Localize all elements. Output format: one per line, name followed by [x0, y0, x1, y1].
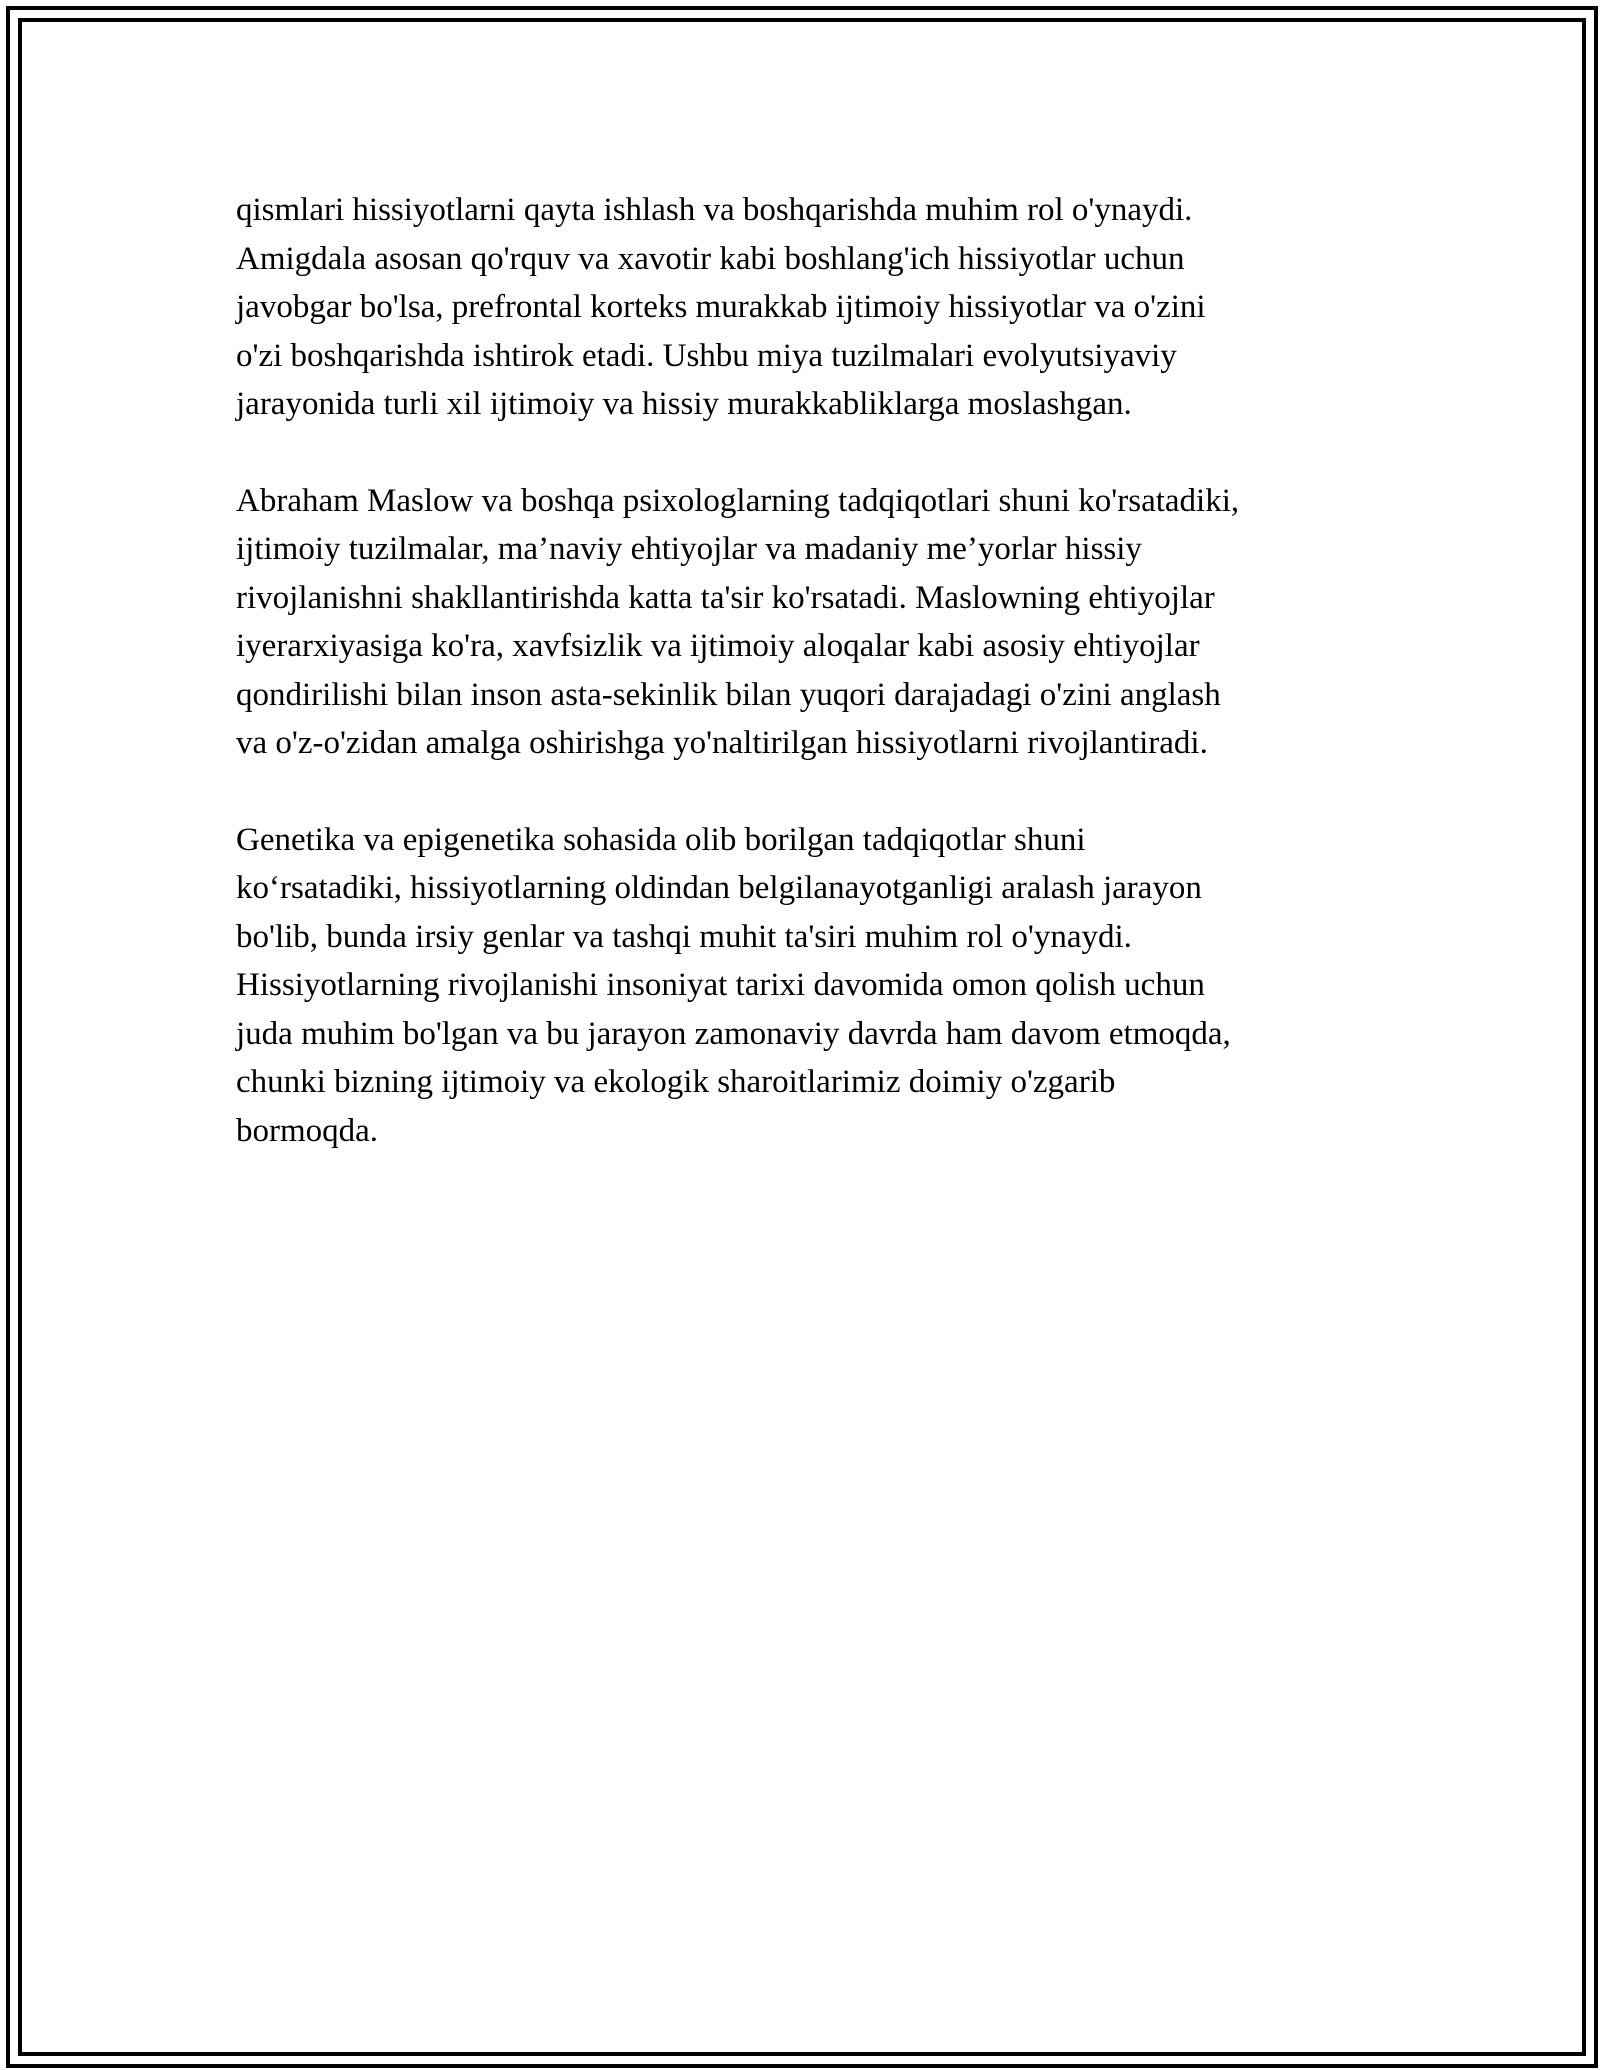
text-line: javobgar bo'lsa, prefrontal korteks murakkab ijtimoiy hissiyotlar va o'zini [236, 289, 1206, 325]
paragraph-2 [236, 477, 1376, 768]
text-line: iyerarxiyasiga ko'ra, xavfsizlik va ijtimoiy aloqalar kabi asosiy ehtiyojlar [236, 628, 1200, 664]
text-line: jarayonida turli xil ijtimoiy va hissiy murakkabliklarga moslashgan. [236, 386, 1132, 422]
text-line: qismlari hissiyotlarni qayta ishlash va boshqarishda muhim rol o'ynaydi. [236, 192, 1193, 228]
text-line: qondirilishi bilan inson asta-sekinlik bilan yuqori darajadagi o'zini anglash [236, 676, 1221, 713]
text-line: Abraham Maslow va boshqa psixologlarning tadqiqotlari shuni ko'rsatadiki, [236, 482, 1240, 519]
text-line: Hissiyotlarning rivojlanishi insoniyat tarixi davomida omon qolish uchun [236, 967, 1205, 1003]
text-line: Genetika va epigenetika sohasida olib borilgan tadqiqotlar shuni [236, 821, 1086, 858]
text-line: chunki bizning ijtimoiy va ekologik sharoitlarimiz doimiy o'zgarib [236, 1064, 1116, 1100]
document-body [236, 186, 1376, 1203]
text-line: o'zi boshqarishda ishtirok etadi. Ushbu miya tuzilmalari evolyutsiyaviy [236, 337, 1177, 374]
text-line: Amigdala asosan qo'rquv va xavotir kabi boshlang'ich hissiyotlar uchun [236, 240, 1185, 277]
text-line: ko‘rsatadiki, hissiyotlarning oldindan belgilanayotganligi aralash jarayon [236, 870, 1202, 906]
text-line: bormoqda. [236, 1112, 379, 1149]
paragraph-3 [236, 816, 1376, 1156]
text-line: ijtimoiy tuzilmalar, ma’naviy ehtiyojlar va madaniy me’yorlar hissiy [236, 531, 1142, 567]
paragraph-1 [236, 186, 1376, 429]
text-line: va o'z-o'zidan amalga oshirishga yo'naltirilgan hissiyotlarni rivojlantiradi. [236, 725, 1208, 761]
text-line: bo'lib, bunda irsiy genlar va tashqi muhit ta'siri muhim rol o'ynaydi. [236, 918, 1132, 955]
text-line: rivojlanishni shakllantirishda katta ta'sir ko'rsatadi. Maslowning ehtiyojlar [236, 579, 1215, 616]
text-line: juda muhim bo'lgan va bu jarayon zamonaviy davrda ham davom etmoqda, [236, 1015, 1231, 1052]
